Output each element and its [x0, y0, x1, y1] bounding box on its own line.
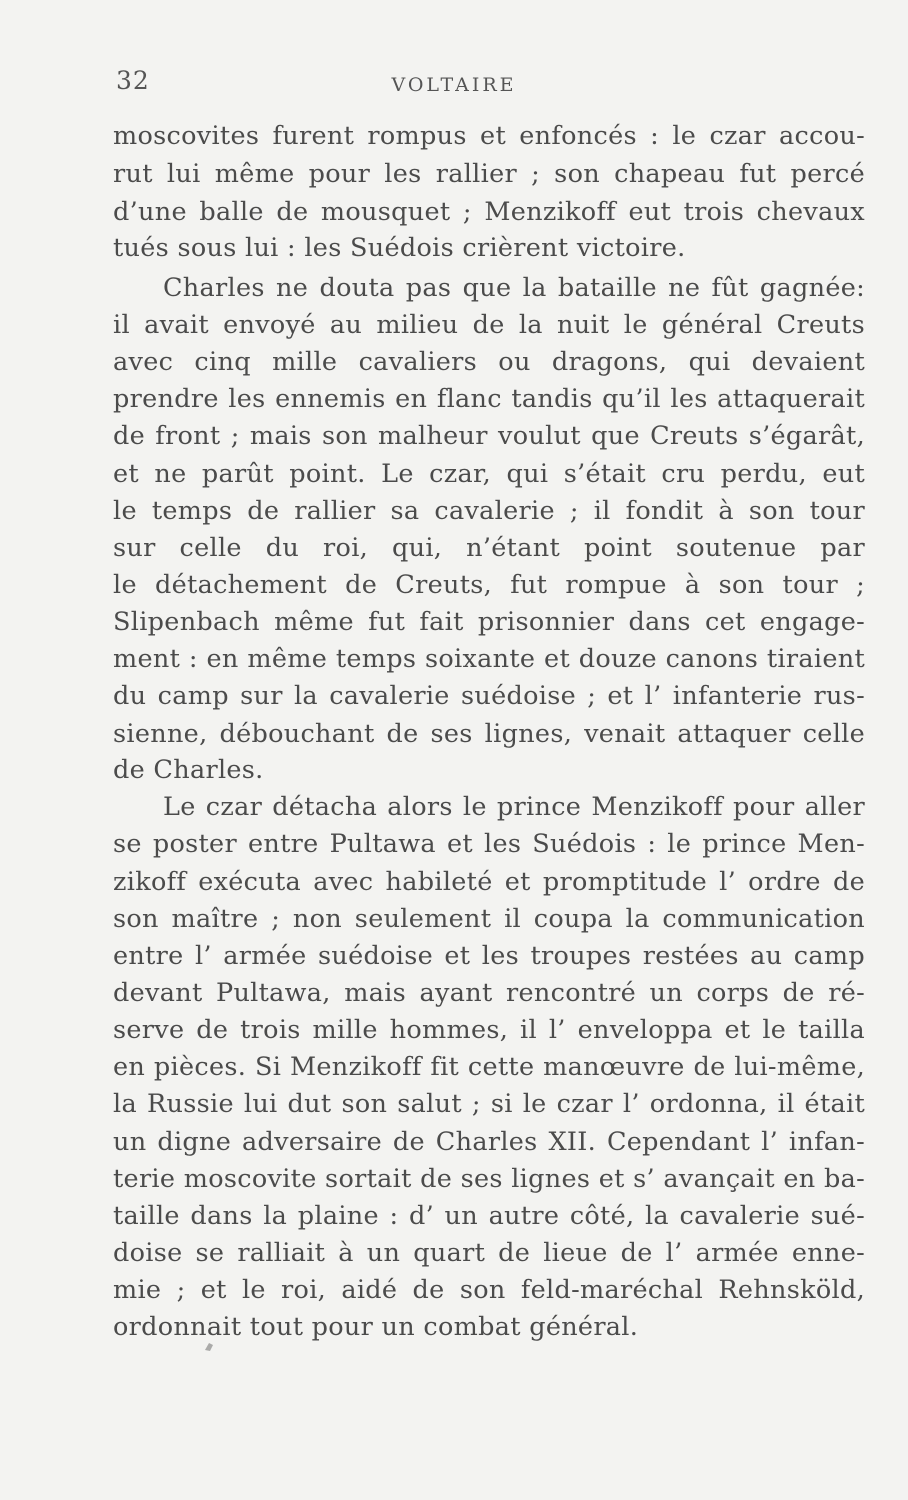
ink-blot-mark — [203, 1341, 215, 1353]
text-line: doise se ralliait à un quart de lieue de l’ armée enne- — [113, 1238, 865, 1268]
text-line: mie ; et le roi, aidé de son feld-maréchal Rehnsköld, — [113, 1275, 865, 1305]
text-line: ment : en même temps soixante et douze canons tiraient — [113, 644, 865, 674]
text-line: se poster entre Pultawa et les Suédois : le prince Men- — [113, 829, 865, 859]
text-line: Charles ne douta pas que la bataille ne fût gagnée: — [163, 273, 865, 303]
text-line: devant Pultawa, mais ayant rencontré un corps de ré- — [113, 978, 865, 1008]
text-line: du camp sur la cavalerie suédoise ; et l’ infanterie rus- — [113, 681, 865, 711]
text-line: son maître ; non seulement il coupa la communication — [113, 904, 865, 934]
text-line: prendre les ennemis en flanc tandis qu’il les attaquerait — [113, 384, 865, 414]
text-line: serve de trois mille hommes, il l’ enveloppa et le tailla — [113, 1015, 865, 1045]
text-line: rut lui même pour les rallier ; son chapeau fut percé — [113, 159, 865, 189]
text-line: et ne parût point. Le czar, qui s’était cru perdu, eut — [113, 459, 865, 489]
text-line: le détachement de Creuts, fut rompue à son tour ; — [113, 570, 865, 600]
text-line: tués sous lui : les Suédois crièrent victoire. — [113, 233, 686, 263]
text-line: en pièces. Si Menzikoff fit cette manœuvre de lui-même, — [113, 1052, 865, 1082]
text-line: de front ; mais son malheur voulut que Creuts s’égarât, — [113, 421, 865, 451]
text-line: la Russie lui dut son salut ; si le czar l’ ordonna, il était — [113, 1089, 865, 1119]
text-line: ordonnait tout pour un combat général. — [113, 1312, 639, 1342]
text-line: d’une balle de mousquet ; Menzikoff eut trois chevaux — [113, 197, 865, 227]
running-title: VOLTAIRE — [391, 74, 517, 96]
text-line: sur celle du roi, qui, n’étant point soutenue par — [113, 533, 865, 563]
text-line: sienne, débouchant de ses lignes, venait attaquer celle — [113, 719, 865, 749]
text-line: de Charles. — [113, 755, 264, 785]
text-line: avec cinq mille cavaliers ou dragons, qui devaient — [113, 347, 865, 377]
text-line: terie moscovite sortait de ses lignes et s’ avançait en ba- — [113, 1164, 865, 1194]
text-line: le temps de rallier sa cavalerie ; il fondit à son tour — [113, 496, 865, 526]
text-line: il avait envoyé au milieu de la nuit le général Creuts — [113, 310, 865, 340]
text-line: moscovites furent rompus et enfoncés : le czar accou- — [113, 121, 865, 151]
text-line: Slipenbach même fut fait prisonnier dans cet engage- — [113, 607, 865, 637]
page-number: 32 — [116, 66, 150, 95]
text-line: zikoff exécuta avec habileté et promptitude l’ ordre de — [113, 867, 865, 897]
text-line: taille dans la plaine : d’ un autre côté, la cavalerie sué- — [113, 1201, 865, 1231]
text-line: entre l’ armée suédoise et les troupes restées au camp — [113, 941, 865, 971]
text-line: Le czar détacha alors le prince Menzikoff pour aller — [163, 792, 865, 822]
text-line: un digne adversaire de Charles XII. Cependant l’ infan- — [113, 1127, 865, 1157]
